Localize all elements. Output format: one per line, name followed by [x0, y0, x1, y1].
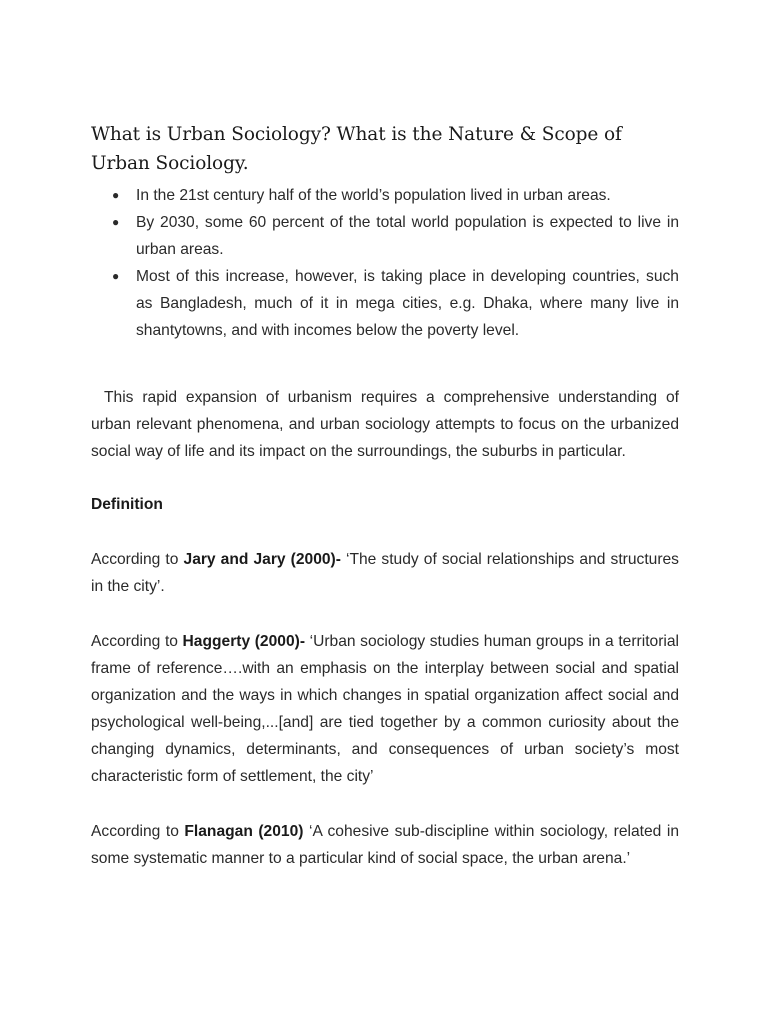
bullet-item — [91, 209, 679, 263]
definition-text: ‘Urban sociology studies human groups in a territorial frame of reference….with an emphasis on the interplay between social and spatial organization and the ways in which changes in spatial organization affect social and psychological well-being,...[and] are tied together by a common curiosity about the changing dynamics, determinants, and consequences of urban society’s most characteristic form of settlement, the city’ — [91, 633, 679, 785]
document-title: What is Urban Sociology? What is the Nature & Scope of Urban Sociology. — [91, 124, 622, 174]
definition-heading: Definition — [91, 496, 163, 513]
definition-paragraph — [91, 818, 679, 872]
bullet-icon: ● — [112, 215, 120, 229]
definition-lead: According to — [91, 823, 185, 840]
bullet-text: By 2030, some 60 percent of the total world population is expected to live in urban areas. — [136, 214, 679, 258]
definition-lead: According to — [91, 633, 183, 650]
definition-paragraph — [91, 628, 679, 790]
document-page — [91, 120, 679, 872]
bullet-list — [91, 182, 679, 344]
definition-author: Flanagan (2010) — [184, 823, 304, 840]
definition-paragraph — [91, 546, 679, 600]
bullet-icon: ● — [112, 269, 120, 283]
bullet-icon: ● — [112, 188, 120, 202]
definition-lead: According to — [91, 551, 184, 568]
bullet-text: In the 21st century half of the world’s population lived in urban areas. — [136, 187, 611, 204]
intro-paragraph: This rapid expansion of urbanism requires a comprehensive understanding of urban relevant phenomena, and urban sociology attempts to focus on the urbanized social way of life and its impact on the surroundings, the suburbs in particular. — [91, 389, 679, 460]
bullet-item — [91, 263, 679, 344]
definition-text: ‘The study of social relationships and structures in the city’. — [91, 551, 679, 595]
definition-text: ‘A cohesive sub-discipline within sociology, related in some systematic manner to a particular kind of social space, the urban arena.’ — [91, 823, 679, 867]
definition-author: Haggerty (2000)- — [182, 633, 306, 650]
definition-author: Jary and Jary (2000)- — [183, 551, 341, 568]
bullet-text: Most of this increase, however, is taking place in developing countries, such as Bangladesh, much of it in mega cities, e.g. Dhaka, where many live in shantytowns, and with incomes below the poverty level. — [136, 268, 679, 339]
bullet-item — [91, 182, 679, 209]
